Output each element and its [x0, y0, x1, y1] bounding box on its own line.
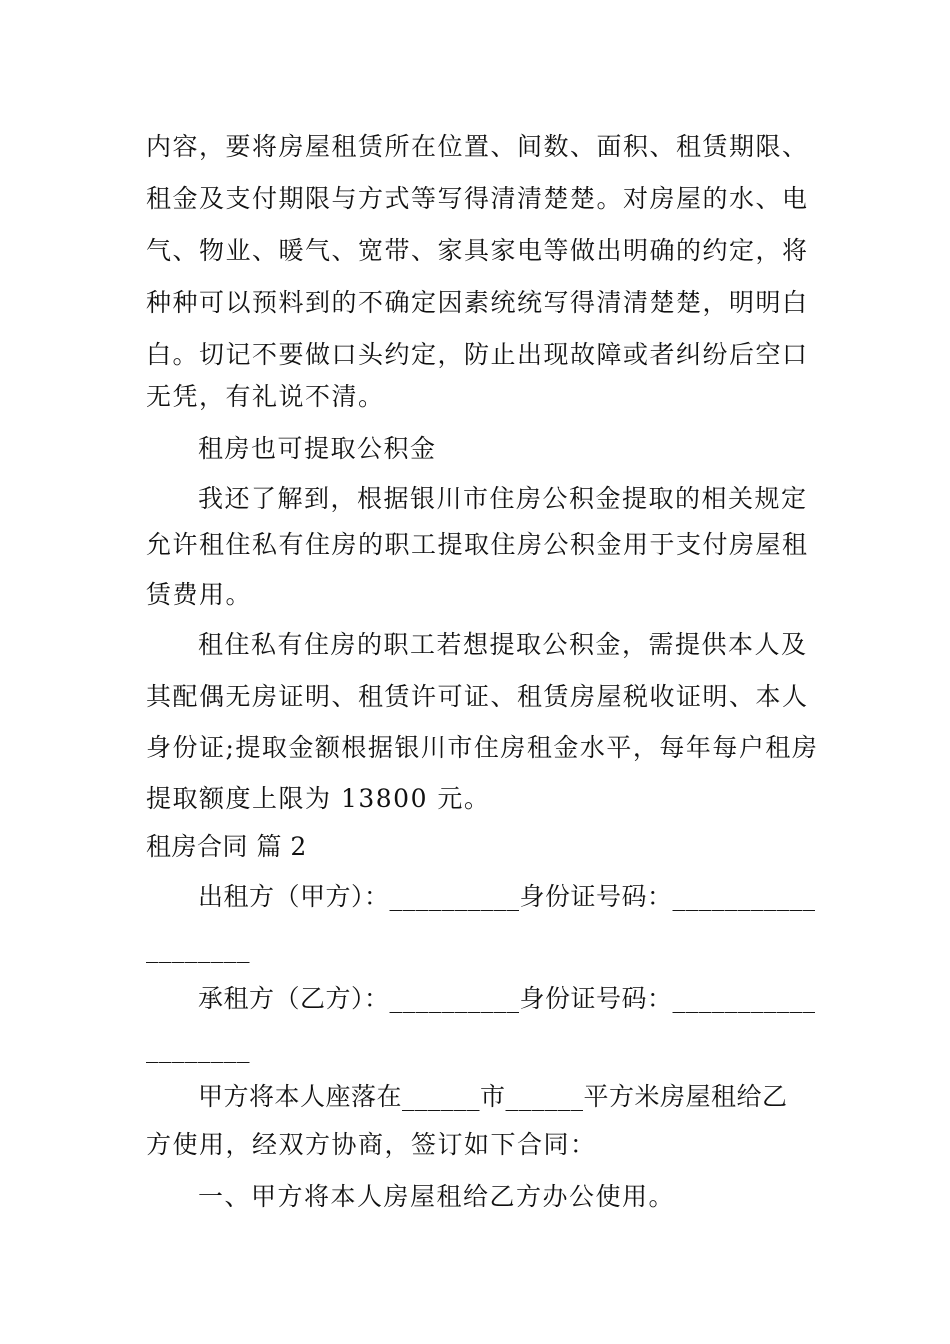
paragraph-line: 租金及支付期限与方式等写得清清楚楚。对房屋的水、电: [146, 184, 809, 213]
lessor-line-continued: ________: [146, 934, 250, 963]
paragraph-line: 租住私有住房的职工若想提取公积金，需提供本人及: [198, 630, 808, 659]
paragraph-line: 种种可以预料到的不确定因素统统写得清清楚楚，明明白: [146, 288, 809, 317]
paragraph-line: 无凭，有礼说不清。: [146, 382, 385, 411]
paragraph-line: 其配偶无房证明、租赁许可证、租赁房屋税收证明、本人: [146, 682, 809, 711]
paragraph-line: 气、物业、暖气、宽带、家具家电等做出明确的约定，将: [146, 236, 809, 265]
lessee-line-continued: ________: [146, 1034, 250, 1063]
paragraph-line: 提取额度上限为 13800 元。: [146, 784, 491, 813]
paragraph-line: 赁费用。: [146, 580, 253, 609]
paragraph-line: 我还了解到，根据银川市住房公积金提取的相关规定: [198, 484, 808, 513]
contract-clause-line: 方使用，经双方协商，签订如下合同：: [146, 1130, 597, 1159]
lessor-line: 出租方（甲方）：__________身份证号码：___________: [198, 882, 816, 911]
section-heading: 租房也可提取公积金: [198, 434, 437, 463]
paragraph-line: 白。切记不要做口头约定，防止出现故障或者纠纷后空口: [146, 340, 809, 369]
contract-title: 租房合同 篇 2: [146, 832, 307, 861]
paragraph-line: 内容，要将房屋租赁所在位置、间数、面积、租赁期限、: [146, 132, 809, 161]
paragraph-line: 允许租住私有住房的职工提取住房公积金用于支付房屋租: [146, 530, 809, 559]
contract-clause-line: 一、甲方将本人房屋租给乙方办公使用。: [198, 1182, 676, 1211]
contract-clause-line: 甲方将本人座落在______市______平方米房屋租给乙: [198, 1082, 788, 1111]
lessee-line: 承租方（乙方）：__________身份证号码：___________: [198, 984, 816, 1013]
paragraph-line: 身份证;提取金额根据银川市住房租金水平，每年每户租房: [146, 733, 819, 762]
